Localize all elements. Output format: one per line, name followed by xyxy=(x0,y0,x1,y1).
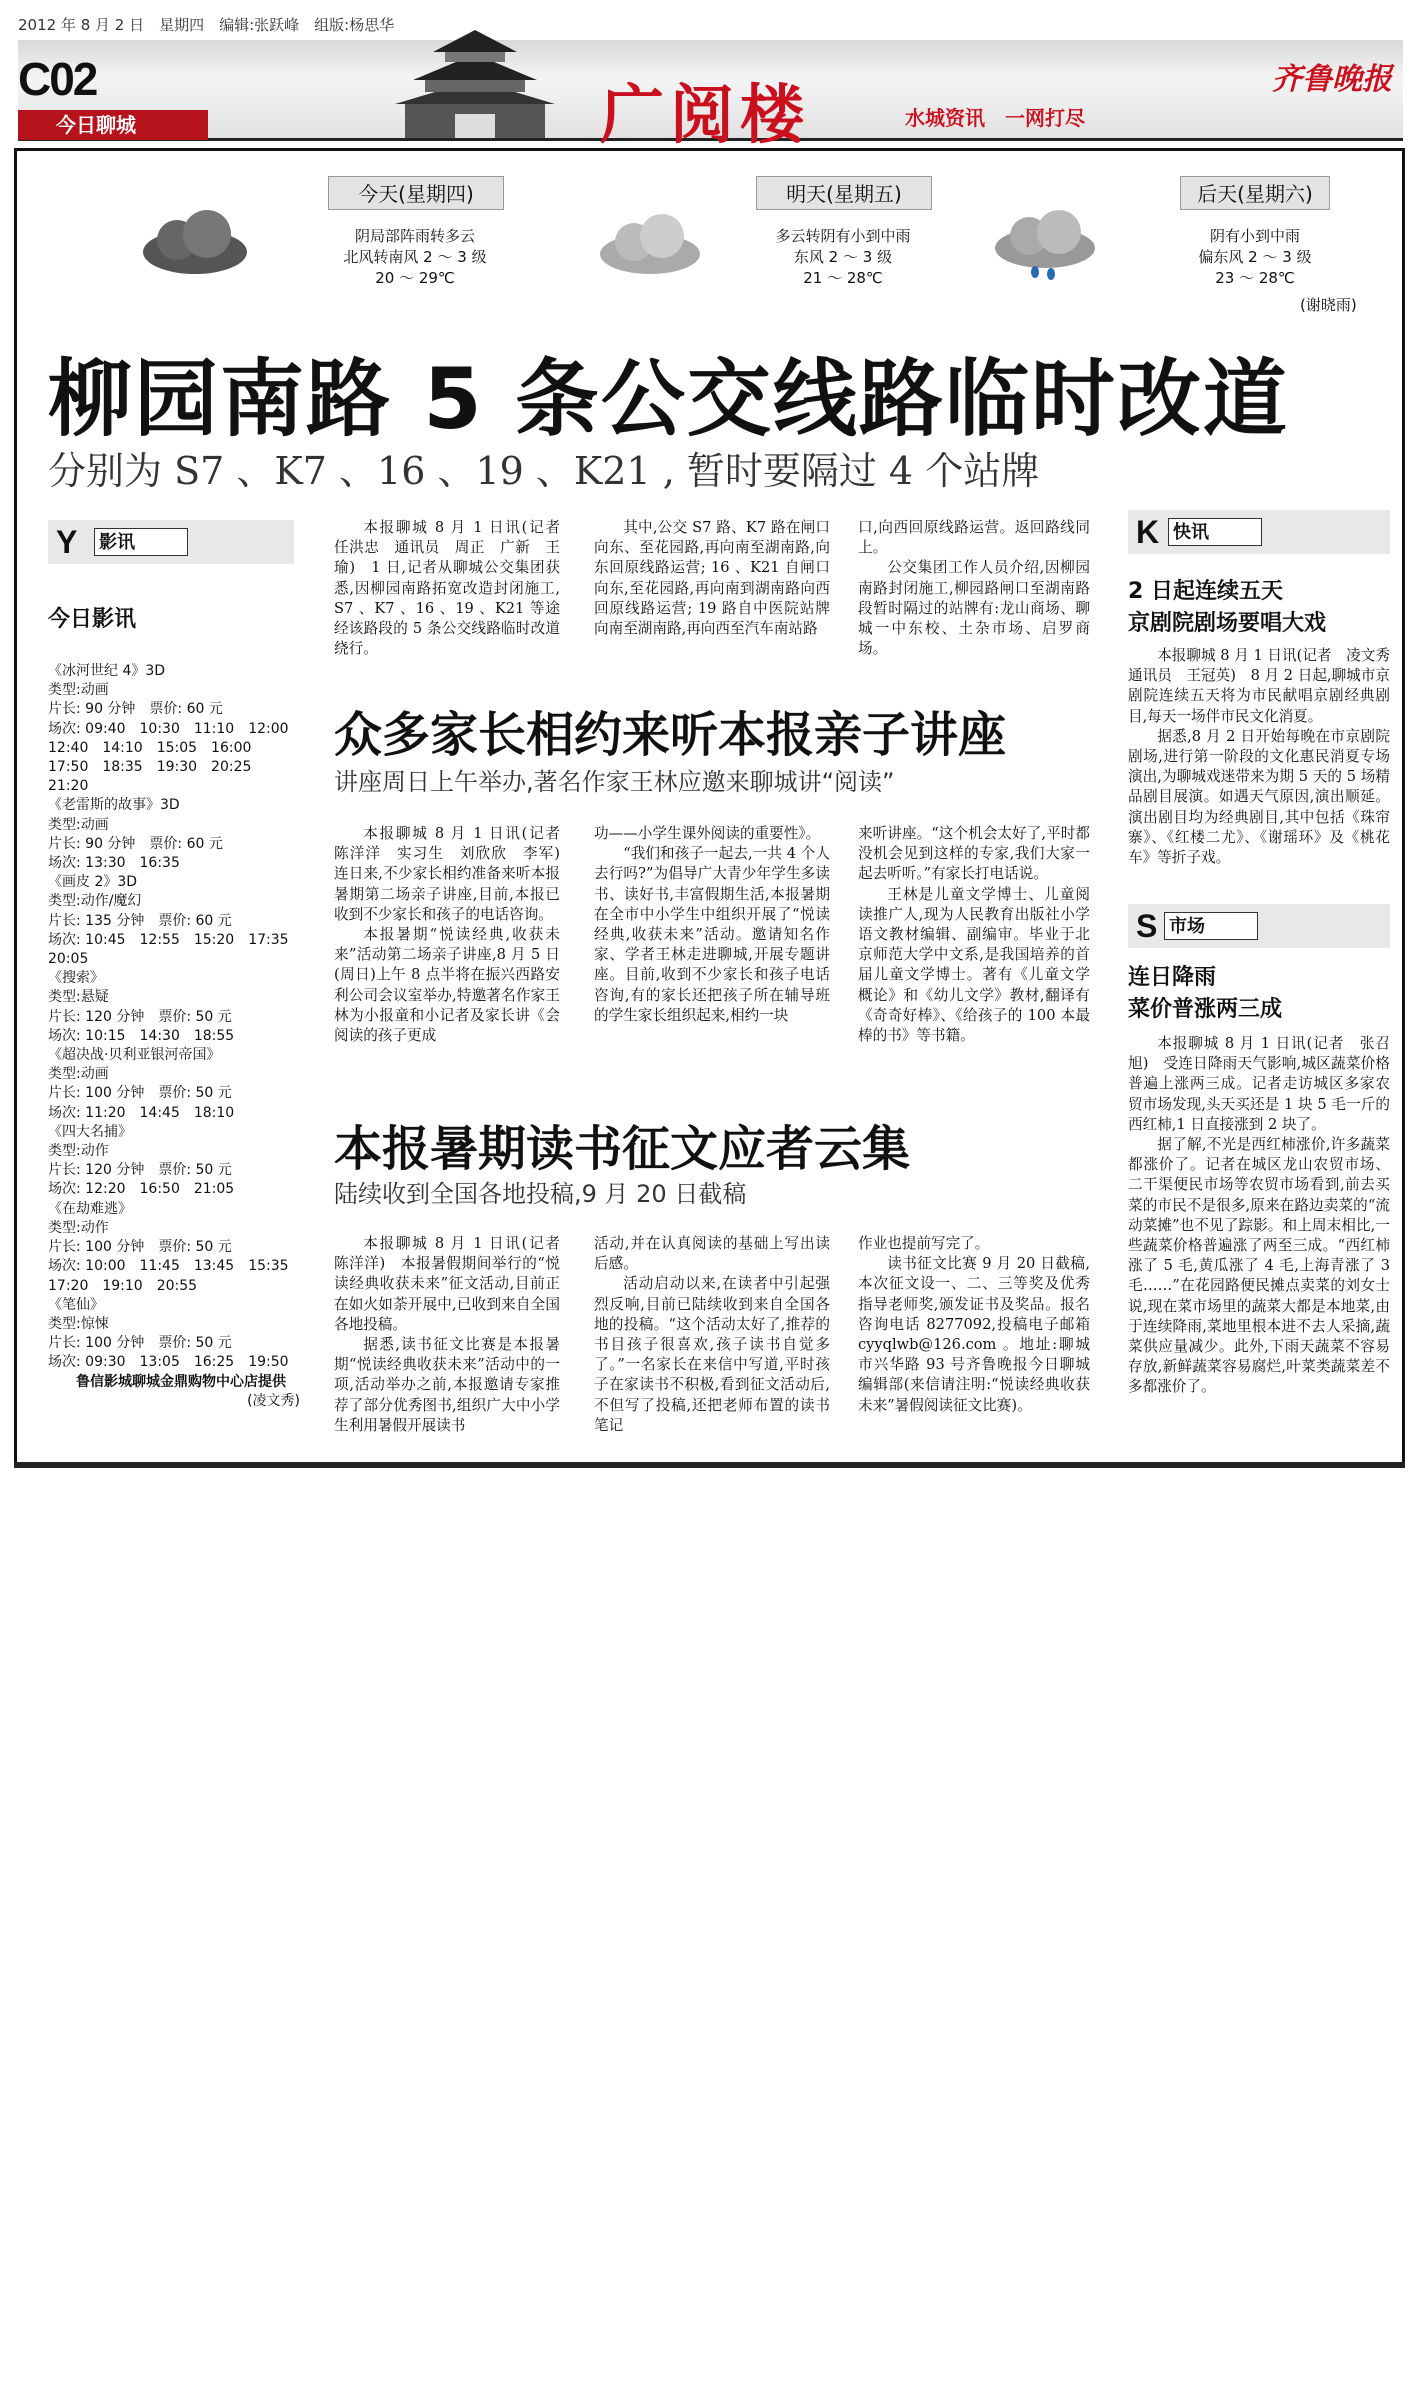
newspaper-logo: 齐鲁晚报 xyxy=(1272,62,1392,97)
film-length: 片长: 90 分钟 票价: 60 元 xyxy=(48,835,223,852)
gate-tower-illustration xyxy=(385,22,565,138)
story2-column-1 xyxy=(334,824,575,1046)
film-times: 场次: 09:30 13:05 16:25 19:50 xyxy=(48,1354,289,1371)
film-title: 《画皮 2》3D xyxy=(48,874,138,891)
lead-column-2 xyxy=(594,518,830,639)
column-title: 广阅楼 xyxy=(600,78,810,153)
film-list xyxy=(48,662,303,1411)
film-type: 类型:惊悚 xyxy=(48,1315,109,1332)
paragraph: 其中,公交 S7 路、K7 路在闸口向东、至花园路,再向南至湖南路,向东回原线路运营; 16 、K21 自闸口向东,至花园路,再向南到湖南路向西回原线路运营; 19 路自中医院站牌向南至湖南路,再向西至汽车南站路 xyxy=(594,519,830,638)
film-title: 《四大名捕》 xyxy=(48,1123,132,1140)
film-length: 片长: 120 分钟 票价: 50 元 xyxy=(48,1008,232,1025)
news-headline-1: 2 日起连续五天 xyxy=(1128,579,1283,604)
section-name: 快讯 xyxy=(1168,518,1262,546)
section-name: 市场 xyxy=(1164,912,1258,940)
paragraph: 本报聊城 8 月 1 日讯(记者 陈洋洋) 本报暑假期间举行的“悦读经典收获未来”征文活动,目前正在如火如荼开展中,已收到来自全国各地投稿。 xyxy=(334,1235,575,1333)
film-credit: (凌文秀) xyxy=(247,1392,300,1409)
section-letter: S xyxy=(1136,908,1158,944)
paragraph: 王林是儿童文学博士、儿童阅读推广人,现为人民教育出版社小学语文教材编辑、副编审。毕业于北京师范大学中文系,是我国培养的首届儿童文学博士。著有《儿童文学概论》和《幼儿文学》教材,翻译有《奇奇好棒》、《给孩子的 100 本最棒的书》等书籍。 xyxy=(858,885,1090,1045)
paragraph: 本报聊城 8 月 1 日讯(记者 任洪忠 通讯员 周正 广新 王瑜) 1 日,记者从聊城公交集团获悉,因柳园南路拓宽改造封闭施工, S7 、K7 、16 、19 、K21 等途经该路段的 5 条公交线路临时改道绕行。 xyxy=(334,519,575,658)
film-times: 场次: 12:20 16:50 21:05 xyxy=(48,1181,235,1198)
section-letter: Y xyxy=(56,524,78,560)
paragraph: 公交集团工作人员介绍,因柳园南路封闭施工,柳园路闸口至湖南路段暂时隔过的站牌有:龙山商场、聊城一中东校、土杂市场、启罗商场。 xyxy=(858,559,1090,658)
section-name: 影讯 xyxy=(94,528,188,556)
film-times: 场次: 11:20 14:45 18:10 xyxy=(48,1104,235,1121)
paragraph: 读书征文比赛 9 月 20 日截稿,本次征文设一、二、三等奖及优秀指导老师奖,颁发证书及奖品。报名咨询电话 8277092,投稿电子邮箱 cyyqlwb@126.com 。地址:聊城市兴华路 93 号齐鲁晚报今日聊城编辑部(来信请注明:“悦读经典收获未来”暑假阅读征文比赛)。 xyxy=(858,1255,1090,1414)
lead-subhead: 分别为 S7 、K7 、16 、19 、K21 , 暂时要隔过 4 个站牌 xyxy=(48,449,1040,493)
story3-column-2 xyxy=(594,1234,830,1436)
film-type: 类型:动作 xyxy=(48,1143,109,1160)
story2-headline: 众多家长相约来听本报亲子讲座 xyxy=(334,707,1007,763)
paragraph: 功——小学生课外阅读的重要性》。 xyxy=(594,825,821,842)
weather-desc: 阴局部阵雨转多云 xyxy=(354,227,475,245)
film-title: 《在劫难逃》 xyxy=(48,1200,132,1217)
weather-credit: (谢晓雨) xyxy=(1300,296,1357,314)
film-type: 类型:动作 xyxy=(48,1219,109,1236)
story2-subhead: 讲座周日上午举办,著名作家王林应邀来聊城讲“阅读” xyxy=(334,768,895,796)
film-title: 《老雷斯的故事》3D xyxy=(48,797,180,814)
paragraph: 据悉,读书征文比赛是本报暑期“悦读经典收获未来”活动中的一项,活动举办之前,本报邀请专家推荐了部分优秀图书,组织广大中小学生利用暑假开展读书 xyxy=(334,1336,560,1434)
paragraph: 据悉,8 月 2 日开始每晚在市京剧院剧场,进行第一阶段的文化惠民消夏专场演出,为聊城戏迷带来为期 5 天的 5 场精品剧目展演。如遇天气原因,演出顺延。演出剧目均为经典剧目,其中包括《珠帘寨》、《红楼二尤》、《谢瑶环》及《桃花车》等折子戏。 xyxy=(1128,727,1390,867)
paragraph: 本报聊城 8 月 1 日讯(记者 凌文秀 通讯员 王冠英) 8 月 2 日起,聊城市京剧院连续五天将为市民献唱京剧经典剧目,每天一场伴市民文化消夏。 xyxy=(1128,647,1405,725)
film-length: 片长: 100 分钟 票价: 50 元 xyxy=(48,1335,232,1352)
film-title: 《搜索》 xyxy=(48,970,104,987)
film-times: 场次: 13:30 16:35 xyxy=(48,855,180,872)
news-body xyxy=(1128,646,1405,868)
film-times: 场次: 10:15 14:30 18:55 xyxy=(48,1027,235,1044)
paragraph: 本报聊城 8 月 1 日讯(记者 陈洋洋 实习生 刘欣欣 李军) 连日来,不少家长相约准备来听本报暑期第二场亲子讲座,目前,本报已收到不少家长和孩子的电话咨询。 xyxy=(334,825,575,923)
weather-temp: 21 ～ 28℃ xyxy=(803,269,883,287)
lead-column-3 xyxy=(858,518,1090,659)
paragraph: “我们和孩子一起去,一共 4 个人去行吗?”为倡导广大青少年学生多读书、读好书,丰富假期生活,本报暑期在全市中小学生中组织开展了“悦读经典,收获未来”活动。邀请知名作家、学者王林走进聊城,开展专题讲座。目前,收到不少家长和孩子电话咨询,有的家长还把孩子所在辅导班的学生家长组织起来,相约一块 xyxy=(594,845,830,1024)
market-headline-2: 菜价普涨两三成 xyxy=(1128,997,1283,1022)
film-length: 片长: 135 分钟 票价: 60 元 xyxy=(48,912,232,929)
film-title: 《笔仙》 xyxy=(48,1296,104,1313)
paragraph: 本报聊城 8 月 1 日讯(记者 张召旭) 受连日降雨天气影响,城区蔬菜价格普遍上涨两三成。记者走访城区多家农贸市场发现,头天买还是 1 块 5 毛一斤的西红柿,1 日直接涨到 2 块了。 xyxy=(1128,1035,1390,1133)
story3-subhead: 陆续收到全国各地投稿,9 月 20 日截稿 xyxy=(334,1180,747,1208)
paragraph: 来听讲座。“这个机会太好了,平时都没机会见到这样的专家,我们大家一起去听听。”有家长打电话说。 xyxy=(858,825,1090,883)
film-title: 《超决战·贝利亚银河帝国》 xyxy=(48,1047,221,1064)
bottom-rule xyxy=(14,1462,1405,1468)
weather-desc: 多云转阴有小到中雨 xyxy=(775,227,911,245)
weather-desc: 阴有小到中雨 xyxy=(1209,227,1300,245)
column-slogan: 水城资讯 一网打尽 xyxy=(905,106,1085,130)
story3-column-3 xyxy=(858,1234,1090,1416)
film-title: 《冰河世纪 4》3D xyxy=(48,663,166,679)
film-type: 类型:动画 xyxy=(48,682,109,699)
market-body xyxy=(1128,1034,1390,1398)
paragraph: 据了解,不光是西红柿涨价,许多蔬菜都涨价了。记者在城区龙山农贸市场、二干渠便民市场等农贸市场看到,前去买菜的市民不是很多,原来在路边卖菜的“流动菜摊”也不见了踪影。和上周末相比,一些蔬菜价格普遍涨了两至三成。“西红柿涨了 5 毛,黄瓜涨了 4 毛,上海青涨了 3 毛……”在花园路便民摊点卖菜的刘女士说,现在菜市场里的蔬菜大都是本地菜,由于连续降雨,菜地里根本进不去人采摘,蔬菜供应量减少。此外,下雨天蔬菜不容易存放,新鲜蔬菜容易腐烂,叶菜类蔬菜差不多都涨价了。 xyxy=(1128,1136,1390,1396)
film-type: 类型:动画 xyxy=(48,1066,109,1083)
news-section-bar xyxy=(1128,510,1390,554)
paragraph: 本报暑期“悦读经典,收获未来”活动第二场亲子讲座,8 月 5 日(周日)上午 8 点半将在振兴西路安利公司会议室举办,特邀著名作家王林为小报童和小记者及家长讲《会阅读的孩子更成 xyxy=(334,926,560,1045)
story3-headline: 本报暑期读书征文应者云集 xyxy=(334,1121,911,1177)
market-section-bar xyxy=(1128,904,1390,948)
paragraph: 口,向西回原线路运营。返回路线同上。 xyxy=(858,519,1090,557)
weather-day-label: 明天(星期五) xyxy=(756,176,932,210)
film-length: 片长: 120 分钟 票价: 50 元 xyxy=(48,1162,232,1179)
film-length: 片长: 90 分钟 票价: 60 元 xyxy=(48,701,223,718)
film-heading: 今日影讯 xyxy=(48,607,137,632)
weather-day-label: 后天(星期六) xyxy=(1180,176,1330,210)
story2-column-3 xyxy=(858,824,1090,1046)
cloudy-icon xyxy=(590,210,710,280)
rain-icon xyxy=(985,210,1105,280)
film-times: 场次: 10:45 12:55 15:20 17:35 20:05 xyxy=(48,931,303,968)
paragraph: 作业也提前写完了。 xyxy=(858,1235,990,1252)
lead-headline: 柳园南路 5 条公交线路临时改道 xyxy=(48,350,1289,448)
section-letter: K xyxy=(1136,514,1160,550)
weather-temp: 23 ～ 28℃ xyxy=(1215,269,1295,287)
film-times: 场次: 10:00 11:45 13:45 15:35 17:20 19:10 20:55 xyxy=(48,1258,303,1294)
news-headline-2: 京剧院剧场要唱大戏 xyxy=(1128,611,1327,636)
weather-wind: 北风转南风 2 ～ 3 级 xyxy=(343,248,487,266)
film-type: 类型:动画 xyxy=(48,816,109,833)
page-meta: 2012 年 8 月 2 日 星期四 编辑:张跃峰 组版:杨思华 xyxy=(18,16,395,34)
weather-wind: 东风 2 ～ 3 级 xyxy=(793,248,893,266)
film-times: 场次: 09:40 10:30 11:10 12:00 12:40 14:10 15:05 16:00 17:50 18:35 19:30 20:25 21:20 xyxy=(48,720,303,795)
film-section-bar xyxy=(48,520,294,564)
film-length: 片长: 100 分钟 票价: 50 元 xyxy=(48,1085,232,1102)
paragraph: 活动,并在认真阅读的基础上写出读后感。 xyxy=(594,1235,830,1273)
page-number: C02 xyxy=(18,53,97,105)
film-provider: 鲁信影城聊城金鼎购物中心店提供 xyxy=(76,1373,286,1390)
lead-column-1 xyxy=(334,518,575,659)
film-length: 片长: 100 分钟 票价: 50 元 xyxy=(48,1239,232,1256)
weather-temp: 20 ～ 29℃ xyxy=(375,269,455,287)
weather-day-label: 今天(星期四) xyxy=(328,176,504,210)
market-headline-1: 连日降雨 xyxy=(1128,965,1217,990)
paragraph: 活动启动以来,在读者中引起强烈反响,目前已陆续收到来自全国各地的投稿。“这个活动太好了,推荐的书目孩子很喜欢,孩子读书自觉多了。”一名家长在来信中写道,平时孩子在家读书不积极,看到征文活动后,不但写了投稿,还把老师布置的读书笔记 xyxy=(594,1275,830,1434)
story2-column-2 xyxy=(594,824,830,1026)
cloudy-icon xyxy=(135,210,255,280)
weather-wind: 偏东风 2 ～ 3 级 xyxy=(1198,248,1312,266)
section-tab: 今日聊城 xyxy=(18,110,208,140)
film-type: 类型:悬疑 xyxy=(48,989,109,1006)
story3-column-1 xyxy=(334,1234,575,1436)
film-type: 类型:动作/魔幻 xyxy=(48,893,142,910)
